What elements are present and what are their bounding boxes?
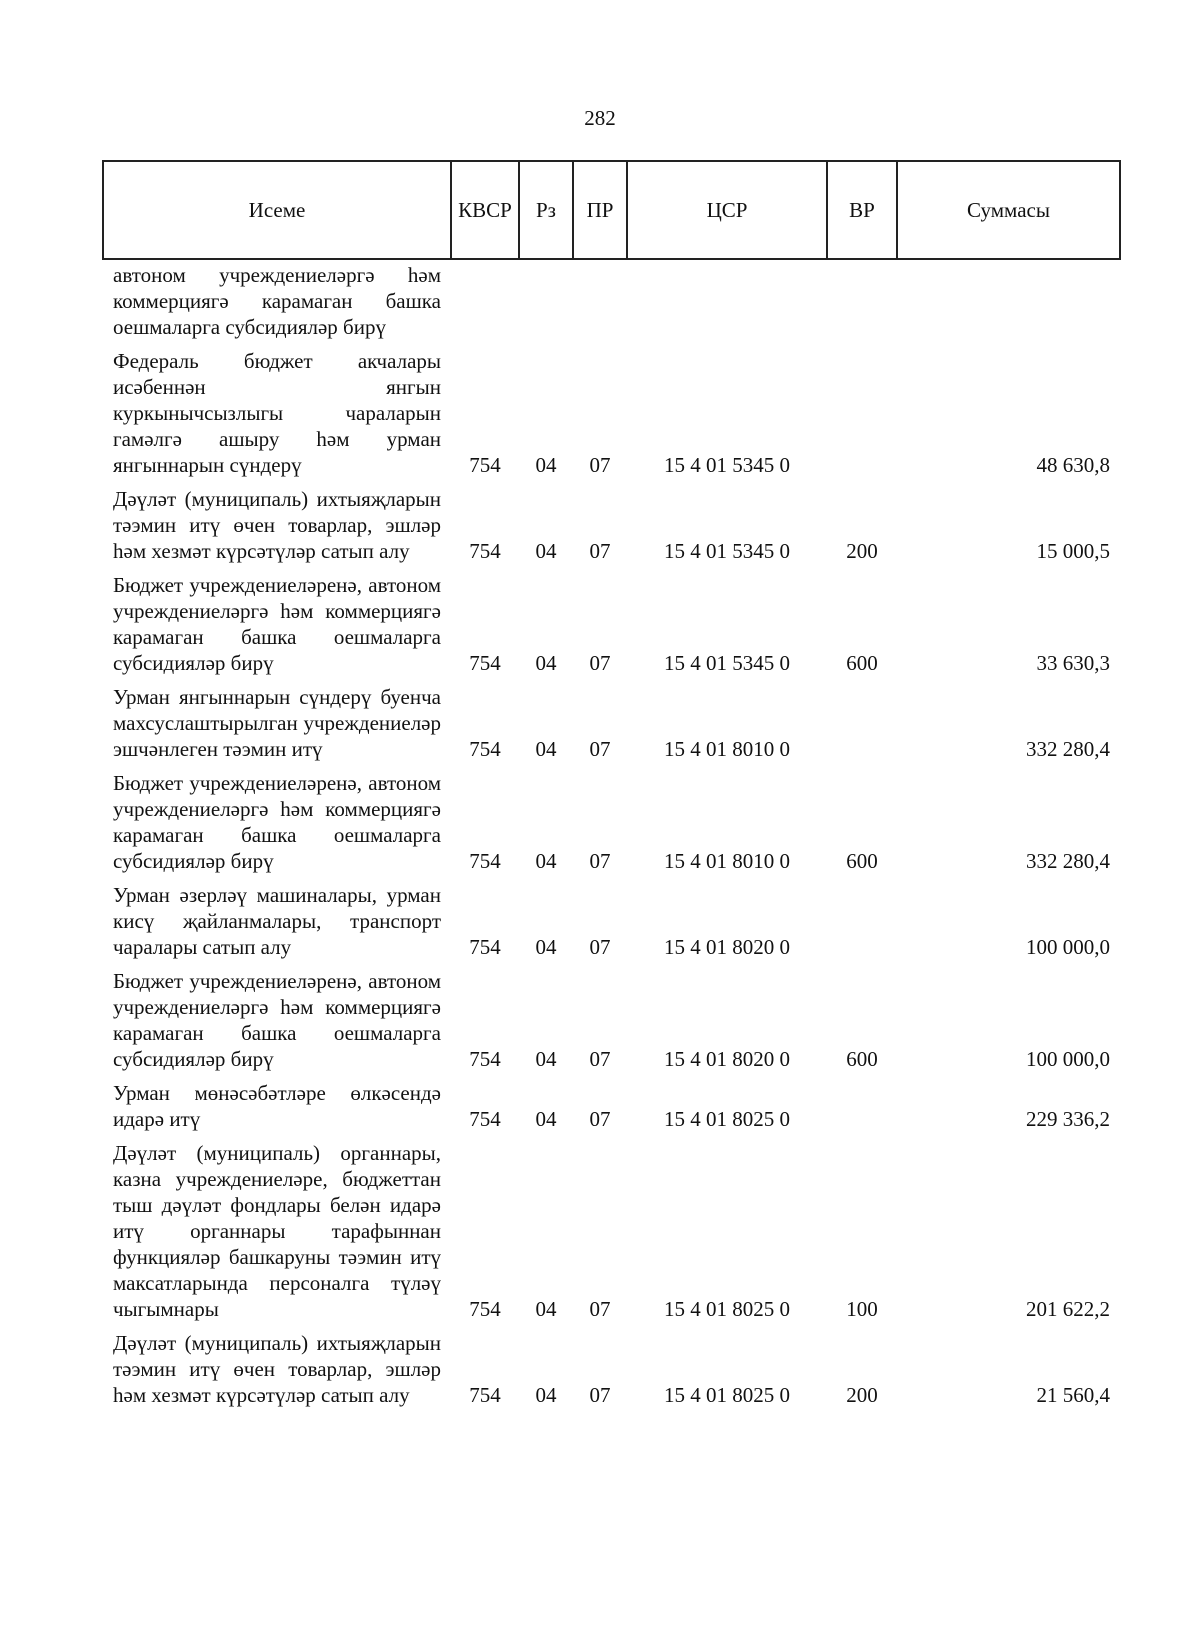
row-pr: 07	[589, 1297, 611, 1321]
row-kvsr: 754	[469, 1383, 501, 1407]
header-rz: Рз	[519, 161, 573, 259]
header-kvsr: КВСР	[451, 161, 519, 259]
row-vr	[827, 682, 897, 768]
table-row	[103, 1138, 1120, 1328]
row-pr: 07	[589, 1047, 611, 1071]
row-name: Урман янгыннарын сүндерү буенча махсуслаштырылган учреждениеләр эшчәнлеген тәэмин итү	[113, 685, 441, 761]
row-sum: 229 336,2	[1026, 1107, 1110, 1131]
row-name: Бюджет учреждениеләренә, автоном учреждениеләргә һәм коммерциягә карамаган башка оешмаларга субсидияләр бирү	[113, 969, 441, 1071]
row-kvsr: 754	[469, 539, 501, 563]
table-row	[103, 768, 1120, 880]
row-pr: 07	[589, 737, 611, 761]
row-rz: 04	[535, 849, 557, 873]
row-name: Дәүләт (муниципаль) ихтыяҗларын тәэмин итү өчен товарлар, эшләр һәм хезмәт күрсәтүләр сатып алу	[113, 1331, 441, 1407]
row-kvsr: 754	[469, 1047, 501, 1071]
row-csr: 15 4 01 5345 0	[664, 539, 790, 563]
table-row	[103, 346, 1120, 484]
row-kvsr: 754	[469, 935, 501, 959]
row-vr: 600	[846, 651, 878, 675]
row-vr: 200	[846, 539, 878, 563]
row-csr: 15 4 01 5345 0	[664, 453, 790, 477]
table-row	[103, 880, 1120, 966]
row-vr: 600	[846, 849, 878, 873]
row-csr: 15 4 01 8010 0	[664, 849, 790, 873]
row-kvsr: 754	[469, 453, 501, 477]
table-body	[103, 259, 1120, 1414]
row-rz	[519, 259, 573, 346]
row-vr: 200	[846, 1383, 878, 1407]
header-csr: ЦСР	[627, 161, 827, 259]
row-sum: 15 000,5	[1036, 539, 1110, 563]
row-pr: 07	[589, 651, 611, 675]
row-sum: 100 000,0	[1026, 1047, 1110, 1071]
header-name: Исеме	[103, 161, 451, 259]
table-row	[103, 259, 1120, 346]
table-row	[103, 570, 1120, 682]
row-rz: 04	[535, 935, 557, 959]
row-vr	[827, 346, 897, 484]
header-sum: Суммасы	[897, 161, 1120, 259]
row-name: Федераль бюджет акчалары исәбеннән янгын куркынычсызлыгы чараларын гамәлгә ашыру һәм урман янгыннарын сүндерү	[113, 349, 441, 477]
row-pr: 07	[589, 539, 611, 563]
row-kvsr	[451, 259, 519, 346]
row-pr: 07	[589, 1383, 611, 1407]
row-name: Урман әзерләү машиналары, урман кисү җайланмалары, транспорт чаралары сатып алу	[113, 883, 441, 959]
row-sum: 100 000,0	[1026, 935, 1110, 959]
header-pr: ПР	[573, 161, 627, 259]
row-rz: 04	[535, 1297, 557, 1321]
row-pr: 07	[589, 849, 611, 873]
row-kvsr: 754	[469, 1297, 501, 1321]
header-row	[103, 161, 1120, 259]
row-csr: 15 4 01 5345 0	[664, 651, 790, 675]
header-vr: ВР	[827, 161, 897, 259]
row-rz: 04	[535, 1047, 557, 1071]
row-sum: 332 280,4	[1026, 737, 1110, 761]
row-csr: 15 4 01 8025 0	[664, 1107, 790, 1131]
table-row	[103, 966, 1120, 1078]
row-name: Урман мөнәсәбәтләре өлкәсендә идарә итү	[113, 1081, 441, 1131]
row-csr: 15 4 01 8020 0	[664, 1047, 790, 1071]
row-name: Бюджет учреждениеләренә, автоном учреждениеләргә һәм коммерциягә карамаган башка оешмаларга субсидияләр бирү	[113, 771, 441, 873]
row-kvsr: 754	[469, 737, 501, 761]
row-csr: 15 4 01 8010 0	[664, 737, 790, 761]
row-sum: 33 630,3	[1036, 651, 1110, 675]
row-name: Бюджет учреждениеләренә, автоном учреждениеләргә һәм коммерциягә карамаган башка оешмаларга субсидияләр бирү	[113, 573, 441, 675]
row-pr: 07	[589, 1107, 611, 1131]
row-csr: 15 4 01 8025 0	[664, 1383, 790, 1407]
page-number: 282	[584, 106, 616, 130]
row-name: автоном учреждениеләргә һәм коммерциягә карамаган башка оешмаларга субсидияләр бирү	[113, 263, 441, 339]
row-rz: 04	[535, 651, 557, 675]
row-rz: 04	[535, 539, 557, 563]
row-name: Дәүләт (муниципаль) органнары, казна учреждениеләре, бюджеттан тыш дәүләт фондлары белән идарә итү органнары тарафыннан функцияләр башкаруны тәэмин итү максатларында персоналга түләү чыгымнары	[113, 1141, 441, 1321]
row-name: Дәүләт (муниципаль) ихтыяҗларын тәэмин итү өчен товарлар, эшләр һәм хезмәт күрсәтүләр сатып алу	[113, 487, 441, 563]
table-header	[103, 161, 1120, 259]
table-row	[103, 1328, 1120, 1414]
row-vr	[827, 880, 897, 966]
row-csr: 15 4 01 8020 0	[664, 935, 790, 959]
row-kvsr: 754	[469, 849, 501, 873]
row-csr: 15 4 01 8025 0	[664, 1297, 790, 1321]
row-rz: 04	[535, 737, 557, 761]
row-vr	[827, 259, 897, 346]
row-sum: 201 622,2	[1026, 1297, 1110, 1321]
row-kvsr: 754	[469, 1107, 501, 1131]
row-pr: 07	[589, 453, 611, 477]
row-sum	[897, 259, 1120, 346]
table-row	[103, 484, 1120, 570]
table-row	[103, 1078, 1120, 1138]
row-rz: 04	[535, 1383, 557, 1407]
row-sum: 332 280,4	[1026, 849, 1110, 873]
row-sum: 48 630,8	[1036, 453, 1110, 477]
budget-table	[102, 160, 1121, 1414]
row-vr: 100	[846, 1297, 878, 1321]
row-rz: 04	[535, 453, 557, 477]
table-row	[103, 682, 1120, 768]
row-csr	[627, 259, 827, 346]
row-vr	[827, 1078, 897, 1138]
row-rz: 04	[535, 1107, 557, 1131]
row-kvsr: 754	[469, 651, 501, 675]
row-pr	[573, 259, 627, 346]
row-sum: 21 560,4	[1036, 1383, 1110, 1407]
row-vr: 600	[846, 1047, 878, 1071]
row-pr: 07	[589, 935, 611, 959]
